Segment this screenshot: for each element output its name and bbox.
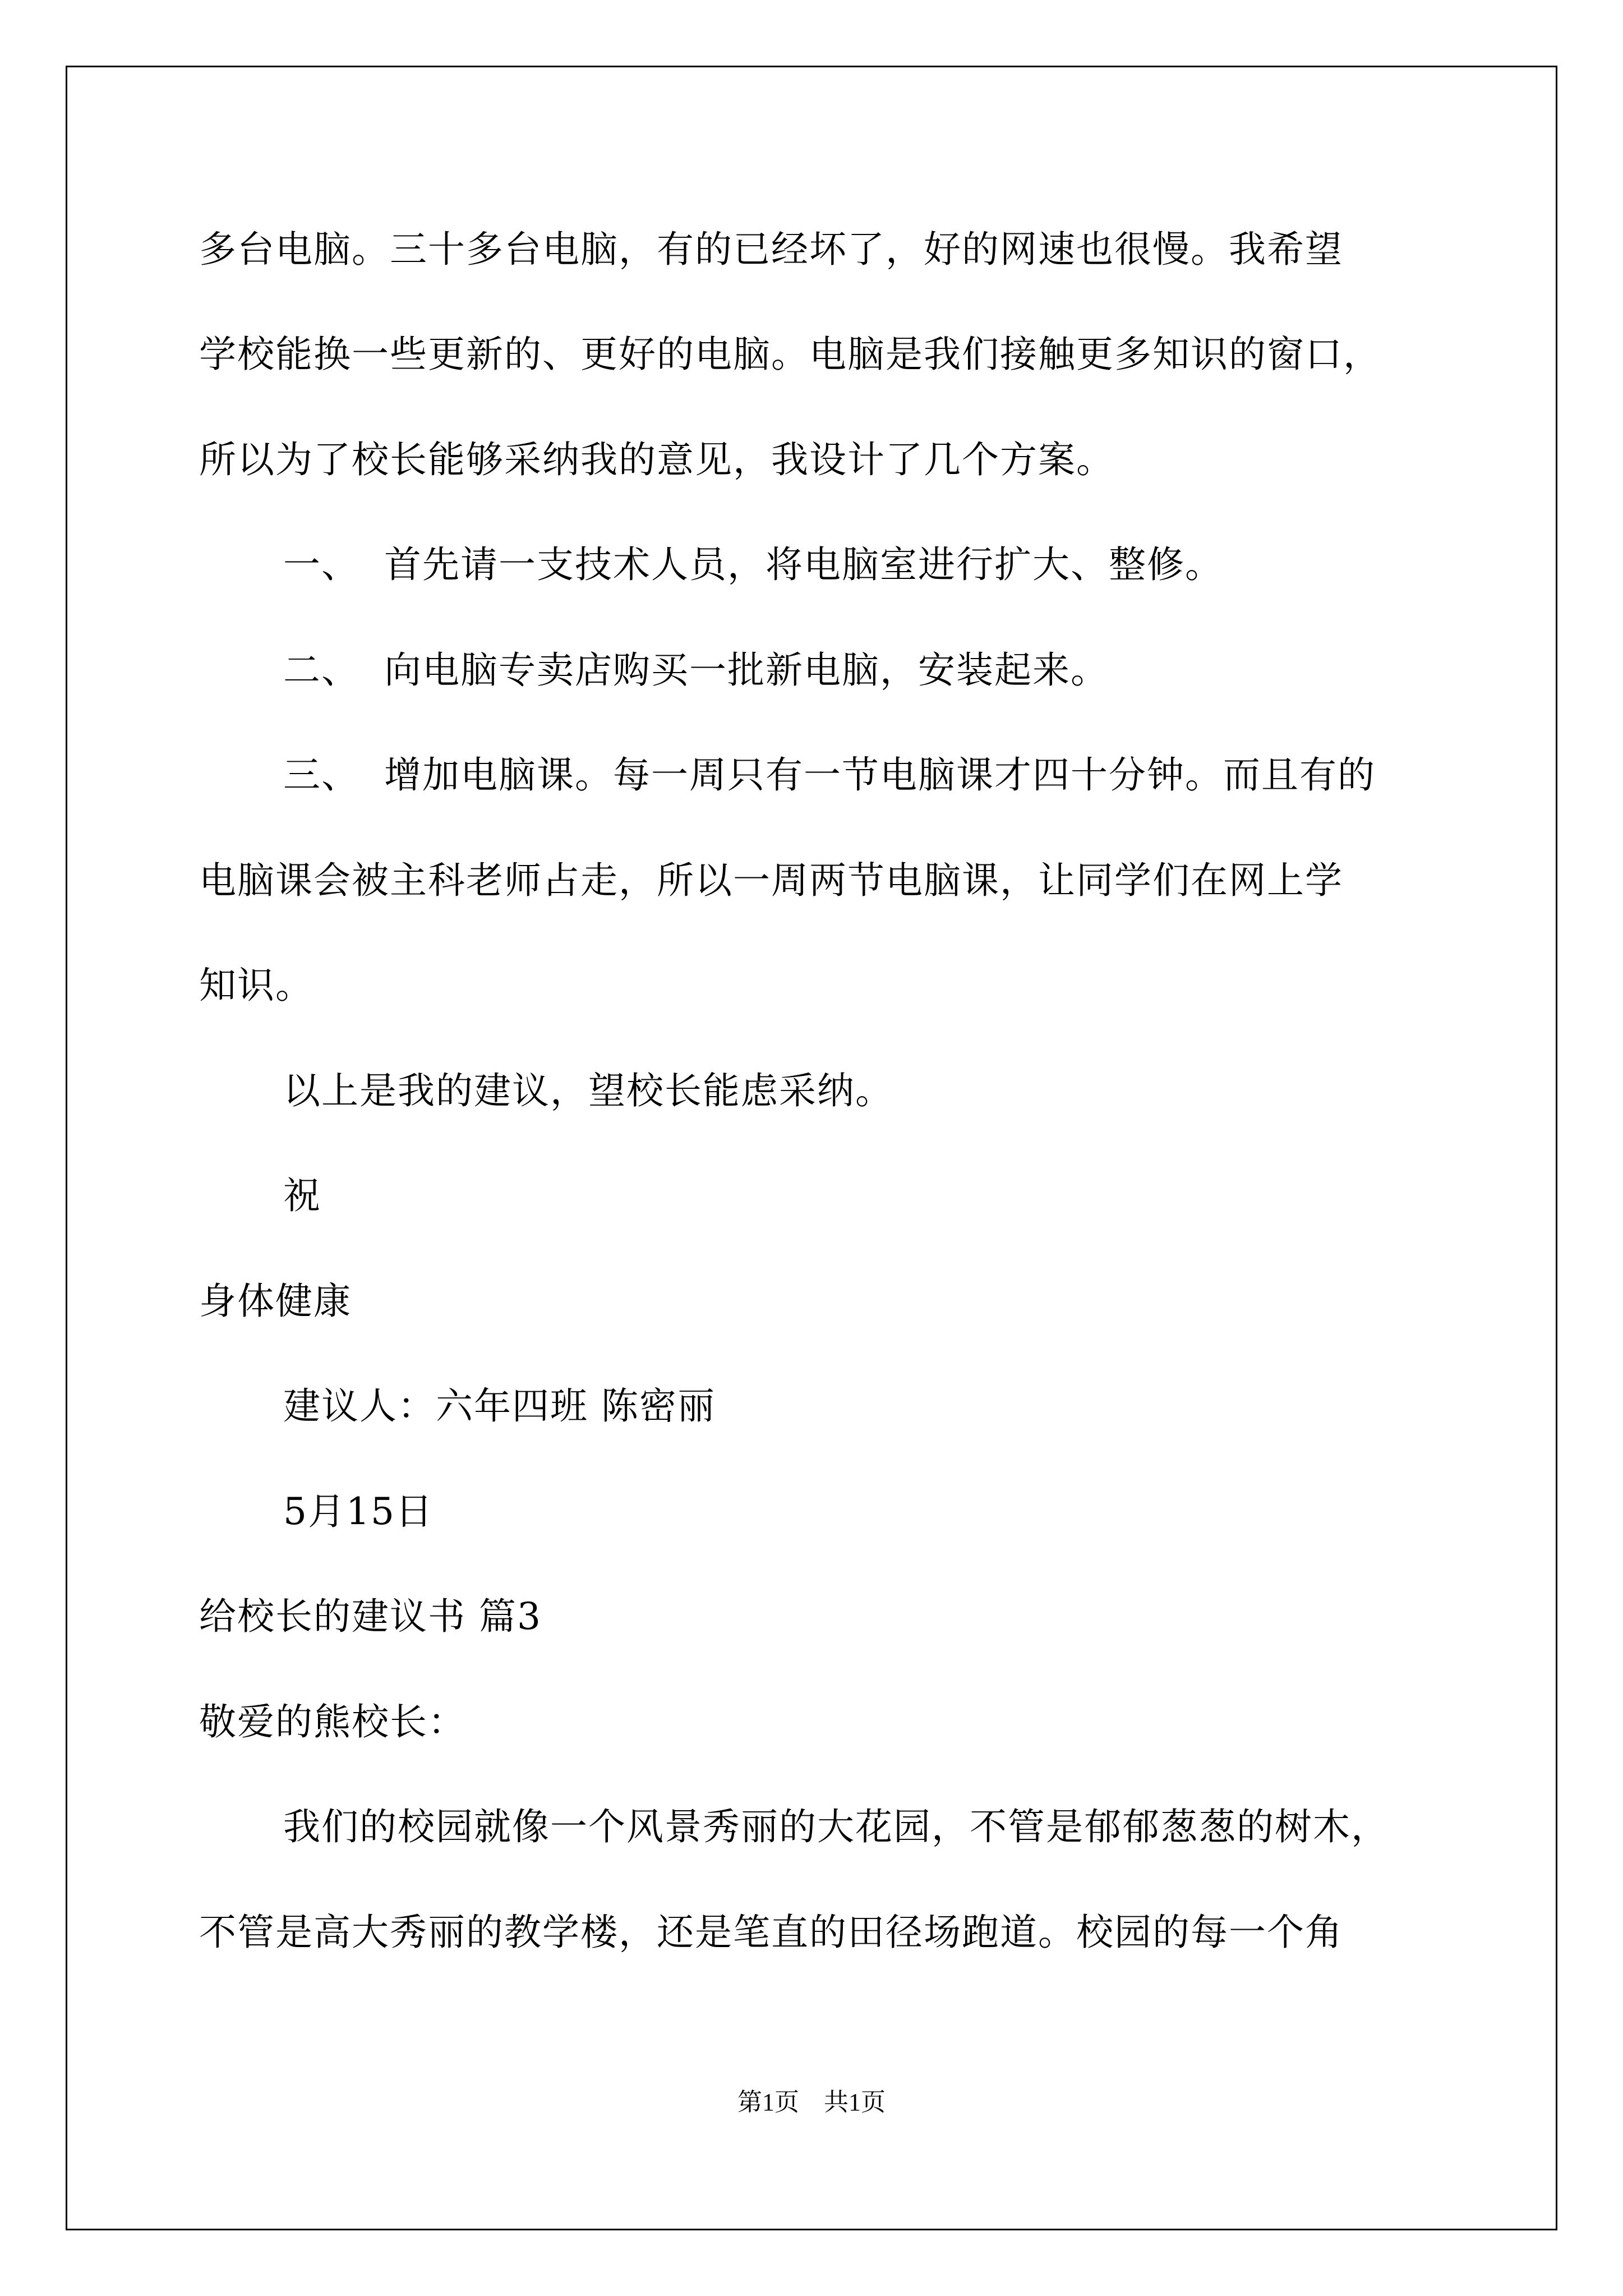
- paragraph-line-2: 学校能换一些更新的、更好的电脑。电脑是我们接触更多知识的窗口，: [199, 333, 1381, 376]
- paragraph-line-1: 多台电脑。三十多台电脑，有的已经坏了，好的网速也很慢。我希望: [199, 228, 1343, 271]
- list-marker-2: 二、: [283, 648, 359, 692]
- salutation: 敬爱的熊校长：: [199, 1700, 466, 1743]
- date-line: 5月15日: [283, 1490, 434, 1533]
- list-text-1: 首先请一支技术人员，将电脑室进行扩大、整修。: [384, 543, 1223, 586]
- list-text-3: 增加电脑课。每一周只有一节电脑课才四十分钟。而且有的: [384, 753, 1376, 797]
- closing-line: 以上是我的建议，望校长能虑采纳。: [283, 1069, 893, 1112]
- list-item-1: [283, 542, 1223, 587]
- page-footer: 第1页 共1页: [737, 2088, 886, 2116]
- wish-line: 祝: [283, 1174, 321, 1217]
- list-marker-1: 一、: [283, 543, 359, 586]
- body-line-1: 我们的校园就像一个风景秀丽的大花园，不管是郁郁葱葱的树木，: [283, 1805, 1389, 1848]
- list-continuation-1: 电脑课会被主科老师占走，所以一周两节电脑课，让同学们在网上学: [199, 859, 1343, 902]
- signer-line: 建议人：六年四班 陈密丽: [283, 1384, 716, 1428]
- paragraph-line-3: 所以为了校长能够采纳我的意见，我设计了几个方案。: [199, 438, 1114, 481]
- wish-body: 身体健康: [199, 1280, 352, 1323]
- list-text-2: 向电脑专卖店购买一批新电脑，安装起来。: [384, 648, 1109, 692]
- section-title: 给校长的建议书 篇3: [199, 1595, 542, 1638]
- list-marker-3: 三、: [283, 753, 359, 797]
- list-item-3: [283, 753, 1376, 798]
- page-border: [66, 66, 1557, 2230]
- body-line-2: 不管是高大秀丽的教学楼，还是笔直的田径场跑道。校园的每一个角: [199, 1911, 1343, 1954]
- list-item-2: [283, 648, 1109, 693]
- list-continuation-2: 知识。: [199, 964, 313, 1007]
